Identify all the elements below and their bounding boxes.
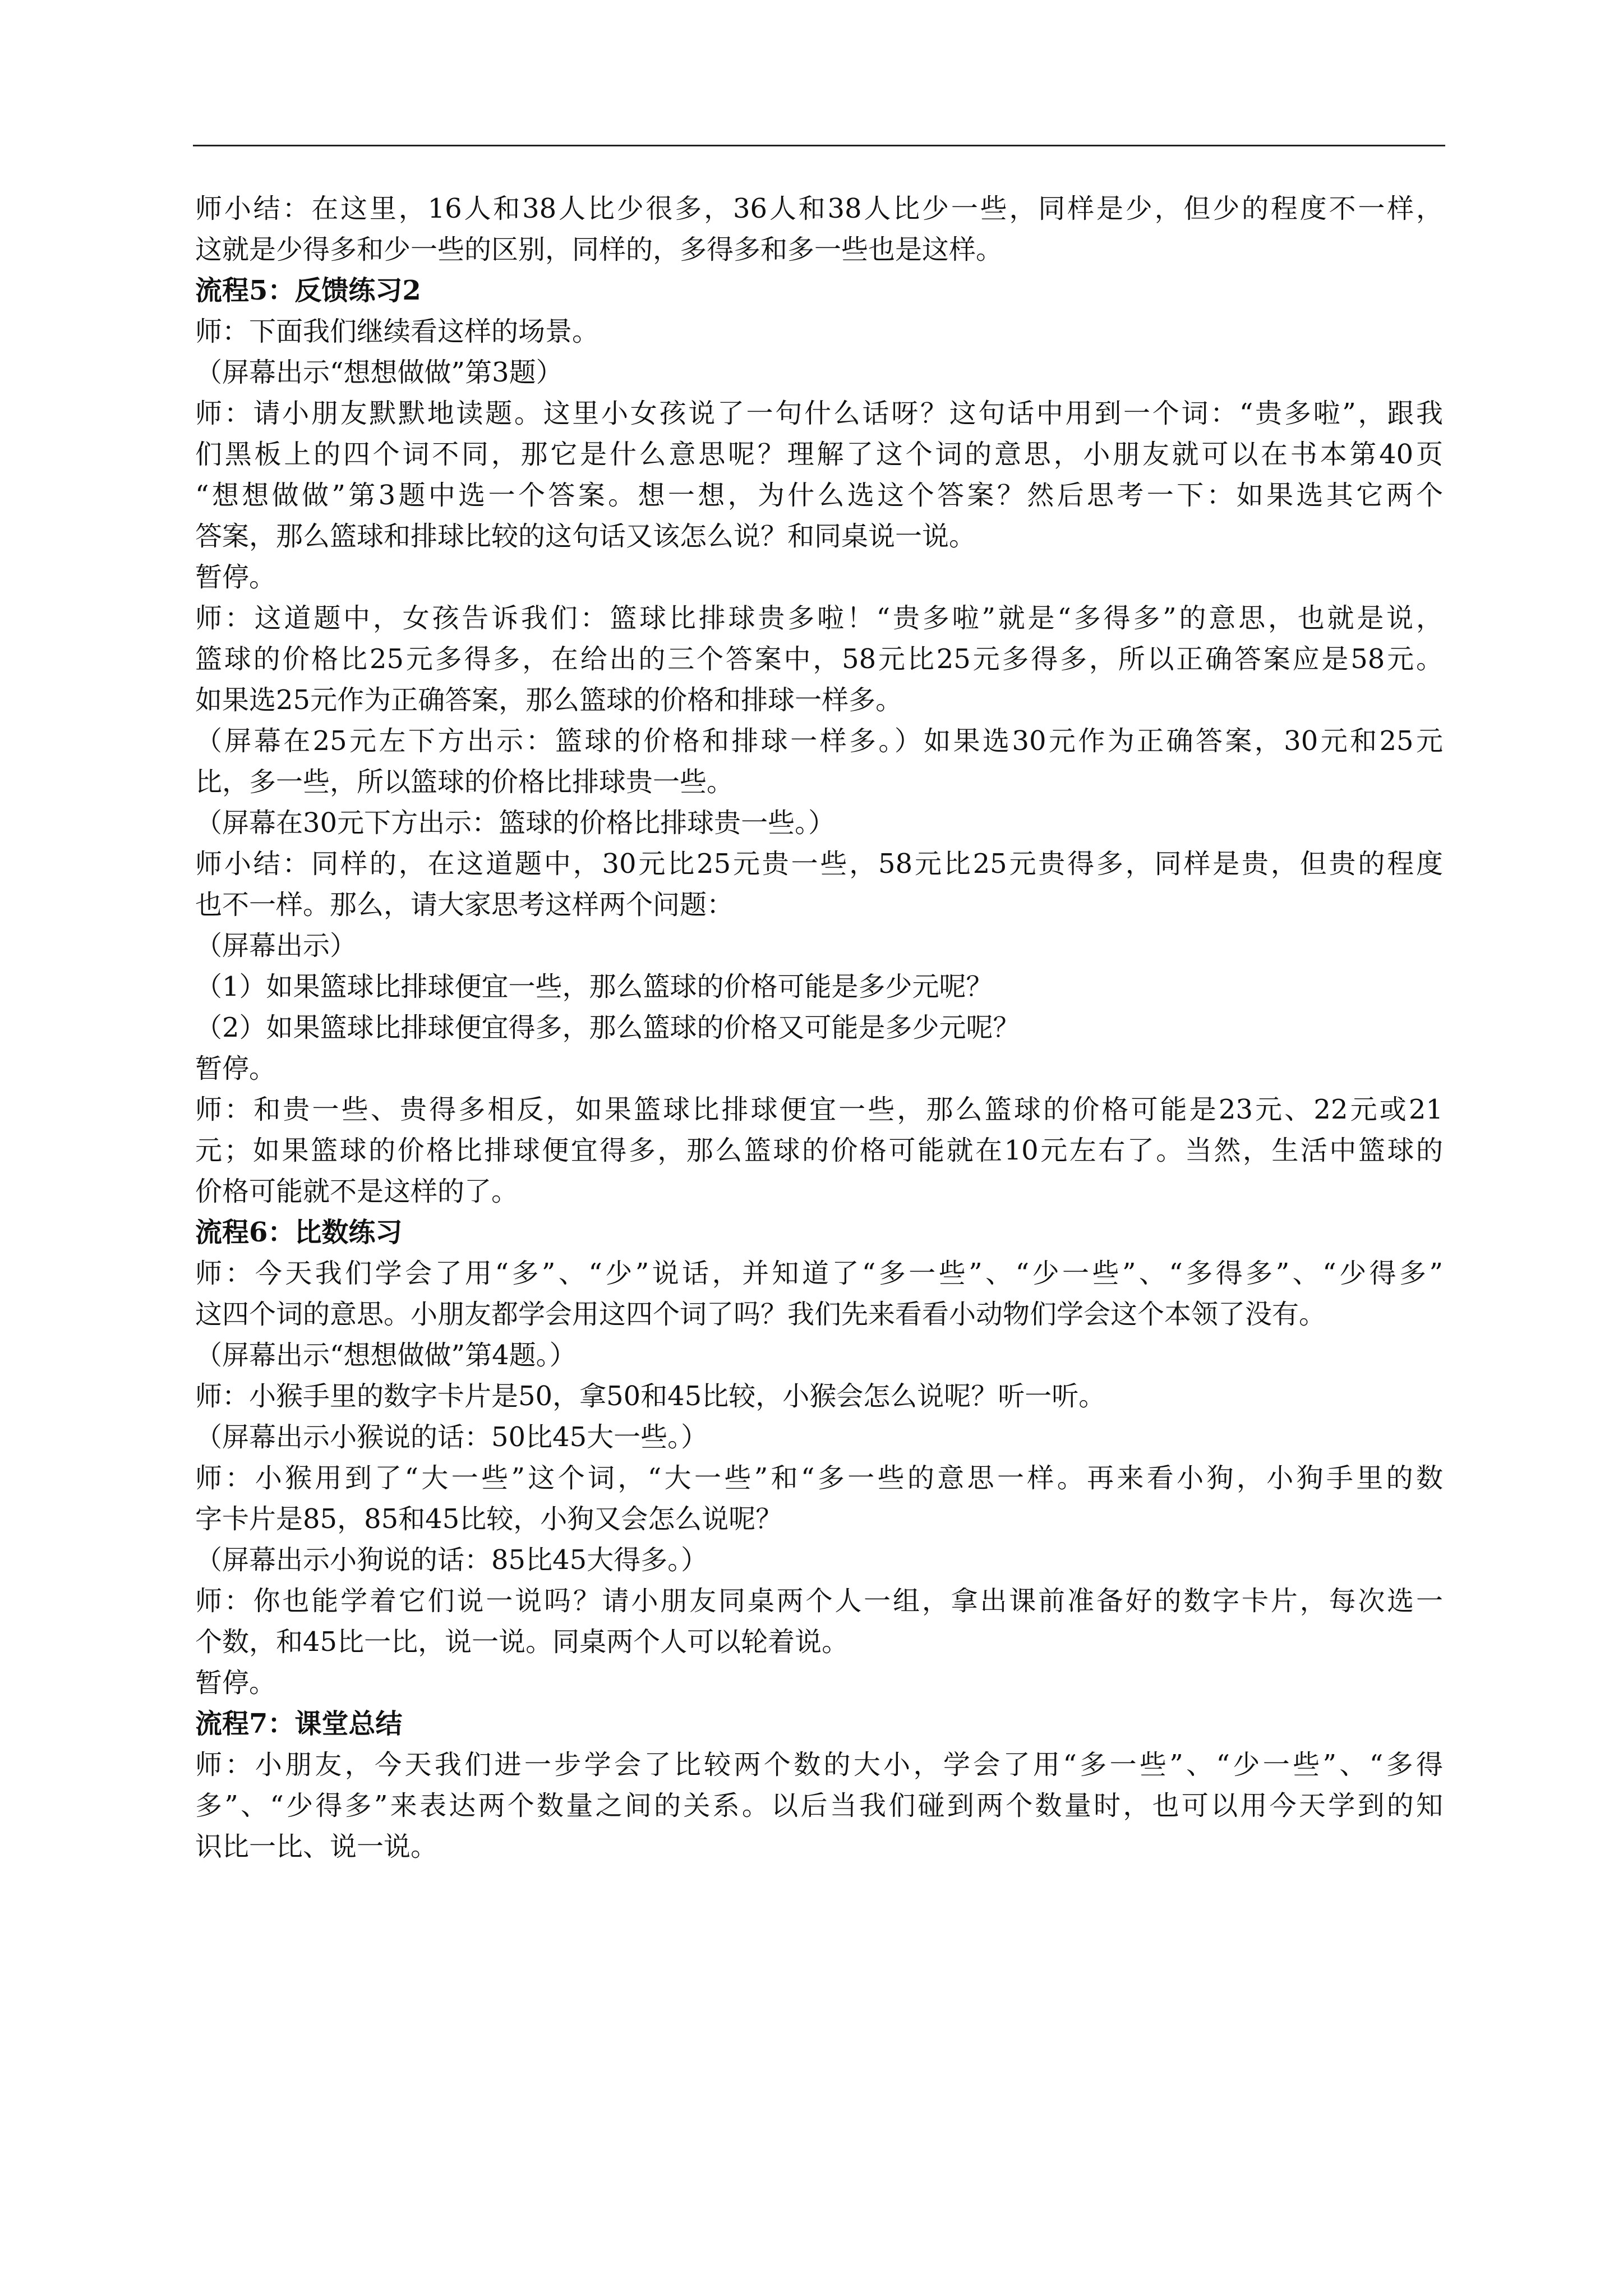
paragraph-line: 多”、“少得多”来表达两个数量之间的关系。以后当我们碰到两个数量时，也可以用今天学到的知 <box>195 1790 1443 1821</box>
paragraph-line: 师：你也能学着它们说一说吗？请小朋友同桌两个人一组，拿出课前准备好的数字卡片，每次选一 <box>195 1585 1443 1617</box>
paragraph-line: 这四个词的意思。小朋友都学会用这四个词了吗？我们先来看看小动物们学会这个本领了没有。 <box>195 1299 1326 1330</box>
document-body <box>195 188 1443 1867</box>
section-heading: 流程5：反馈练习2 <box>195 275 421 306</box>
paragraph-line: （屏幕出示） <box>195 930 357 961</box>
paragraph-line: （2）如果篮球比排球便宜得多，那么篮球的价格又可能是多少元呢？ <box>195 1012 1020 1043</box>
paragraph-line: 个数，和45比一比，说一说。同桌两个人可以轮着说。 <box>195 1626 849 1658</box>
paragraph-line: 答案，那么篮球和排球比较的这句话又该怎么说？和同桌说一说。 <box>195 521 976 552</box>
paragraph-line: 师：小猴手里的数字卡片是50，拿50和45比较，小猴会怎么说呢？听一听。 <box>195 1381 1106 1412</box>
paragraph-line: （屏幕出示小猴说的话：50比45大一些。） <box>195 1421 708 1453</box>
paragraph-line: 篮球的价格比25元多得多，在给出的三个答案中，58元比25元多得多，所以正确答案应是58元。 <box>195 643 1443 675</box>
paragraph-line: 这就是少得多和少一些的区别，同样的，多得多和多一些也是这样。 <box>195 234 1003 265</box>
paragraph-line: 价格可能就不是这样的了。 <box>195 1176 519 1207</box>
paragraph-line: 也不一样。那么，请大家思考这样两个问题： <box>195 889 734 921</box>
paragraph-line: （1）如果篮球比排球便宜一些，那么篮球的价格可能是多少元呢？ <box>195 971 993 1002</box>
paragraph-line: 师：请小朋友默默地读题。这里小女孩说了一句什么话呀？这句话中用到一个词：“贵多啦”，跟我 <box>195 398 1443 429</box>
header-rule <box>193 145 1445 146</box>
paragraph-line: 师：和贵一些、贵得多相反，如果篮球比排球便宜一些，那么篮球的价格可能是23元、22元或21 <box>195 1094 1443 1125</box>
paragraph-line: 师小结：在这里，16人和38人比少很多，36人和38人比少一些，同样是少，但少的程度不一样， <box>195 193 1443 224</box>
paragraph-line: 暂停。 <box>195 562 276 593</box>
paragraph-line: （屏幕出示“想想做做”第4题。） <box>195 1340 577 1371</box>
paragraph-line: （屏幕出示小狗说的话：85比45大得多。） <box>195 1544 708 1576</box>
paragraph-line: 师：这道题中，女孩告诉我们：篮球比排球贵多啦！“贵多啦”就是“多得多”的意思，也就是说， <box>195 602 1443 634</box>
paragraph-line: 如果选25元作为正确答案，那么篮球的价格和排球一样多。 <box>195 684 903 716</box>
paragraph-line: 师小结：同样的，在这道题中，30元比25元贵一些，58元比25元贵得多，同样是贵，但贵的程度 <box>195 848 1443 880</box>
paragraph-line: 识比一比、说一说。 <box>195 1831 438 1862</box>
paragraph-line: （屏幕在30元下方出示：篮球的价格比排球贵一些。） <box>195 807 836 839</box>
paragraph-line: 暂停。 <box>195 1667 276 1699</box>
paragraph-line: 字卡片是85，85和45比较，小狗又会怎么说呢？ <box>195 1503 783 1535</box>
paragraph-line: 们黑板上的四个词不同，那它是什么意思呢？理解了这个词的意思，小朋友就可以在书本第40页 <box>195 439 1443 470</box>
paragraph-line: 暂停。 <box>195 1053 276 1084</box>
paragraph-line: 师：下面我们继续看这样的场景。 <box>195 316 600 347</box>
section-heading: 流程6：比数练习 <box>195 1217 403 1248</box>
paragraph-line: 师：小朋友，今天我们进一步学会了比较两个数的大小，学会了用“多一些”、“少一些”、“多得 <box>195 1749 1443 1780</box>
section-heading: 流程7：课堂总结 <box>195 1708 403 1740</box>
paragraph-line: “想想做做”第3题中选一个答案。想一想，为什么选这个答案？然后思考一下：如果选其它两个 <box>195 480 1443 511</box>
paragraph-line: （屏幕在25元左下方出示：篮球的价格和排球一样多。）如果选30元作为正确答案，30元和25元 <box>195 725 1443 757</box>
paragraph-line: 比，多一些，所以篮球的价格比排球贵一些。 <box>195 766 734 798</box>
paragraph-line: 师：今天我们学会了用“多”、“少”说话，并知道了“多一些”、“少一些”、“多得多”、“少得多” <box>195 1258 1443 1289</box>
paragraph-line: 师：小猴用到了“大一些”这个词，“大一些”和“多一些的意思一样。再来看小狗，小狗手里的数 <box>195 1462 1443 1494</box>
paragraph-line: （屏幕出示“想想做做”第3题） <box>195 357 563 388</box>
paragraph-line: 元；如果篮球的价格比排球便宜得多，那么篮球的价格可能就在10元左右了。当然，生活中篮球的 <box>195 1135 1443 1166</box>
